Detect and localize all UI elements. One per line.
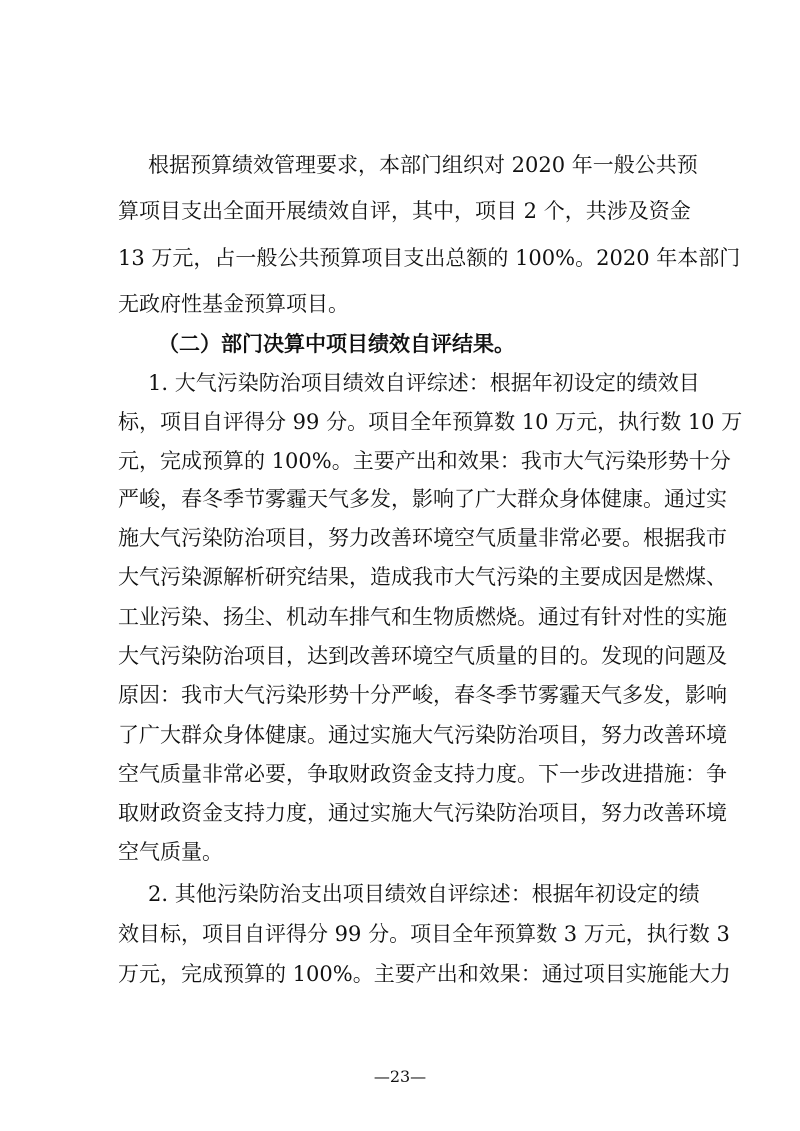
paragraph-2-line-3: 元，完成预算的 100%。主要产出和效果：我市大气污染形势十分 xyxy=(118,449,731,473)
paragraph-2-line-4: 严峻，春冬季节雾霾天气多发，影响了广大群众身体健康。通过实 xyxy=(118,487,727,511)
paragraph-2-line-6: 大气污染源解析研究结果，造成我市大气污染的主要成因是燃煤、 xyxy=(118,565,727,589)
paragraph-1-line-4: 无政府性基金预算项目。 xyxy=(118,292,349,316)
paragraph-2-line-2: 标，项目自评得分 99 分。项目全年预算数 10 万元，执行数 10 万 xyxy=(118,410,743,434)
paragraph-2-line-1: 1. 大气污染防治项目绩效自评综述：根据年初设定的绩效目 xyxy=(148,371,700,395)
paragraph-3-line-1: 2. 其他污染防治支出项目绩效自评综述：根据年初设定的绩 xyxy=(148,882,700,906)
paragraph-2-line-12: 取财政资金支持力度，通过实施大气污染防治项目，努力改善环境 xyxy=(118,801,727,825)
paragraph-1-line-2: 算项目支出全面开展绩效自评，其中，项目 2 个，共涉及资金 xyxy=(118,199,691,223)
paragraph-2-line-11: 空气质量非常必要，争取财政资金支持力度。下一步改进措施：争 xyxy=(118,762,727,786)
paragraph-2-line-10: 了广大群众身体健康。通过实施大气污染防治项目，努力改善环境 xyxy=(118,723,727,747)
paragraph-2-line-8: 大气污染防治项目，达到改善环境空气质量的目的。发现的问题及 xyxy=(118,644,727,668)
paragraph-1-line-1: 根据预算绩效管理要求，本部门组织对 2020 年一般公共预 xyxy=(148,153,698,177)
paragraph-2-line-13: 空气质量。 xyxy=(118,840,223,864)
paragraph-3-line-3: 万元，完成预算的 100%。主要产出和效果：通过项目实施能大力 xyxy=(118,962,731,986)
paragraph-1-line-3: 13 万元，占一般公共预算项目支出总额的 100%。2020 年本部门 xyxy=(118,246,741,270)
paragraph-2-line-7: 工业污染、扬尘、机动车排气和生物质燃烧。通过有针对性的实施 xyxy=(118,605,727,629)
section-heading: （二）部门决算中项目绩效自评结果。 xyxy=(158,331,515,356)
paragraph-3-line-2: 效目标，项目自评得分 99 分。项目全年预算数 3 万元，执行数 3 xyxy=(118,922,730,946)
paragraph-2-line-9: 原因：我市大气污染形势十分严峻，春冬季节雾霾天气多发，影响 xyxy=(118,683,727,707)
paragraph-2-line-5: 施大气污染防治项目，努力改善环境空气质量非常必要。根据我市 xyxy=(118,526,727,550)
page-number: —23— xyxy=(373,1067,427,1086)
